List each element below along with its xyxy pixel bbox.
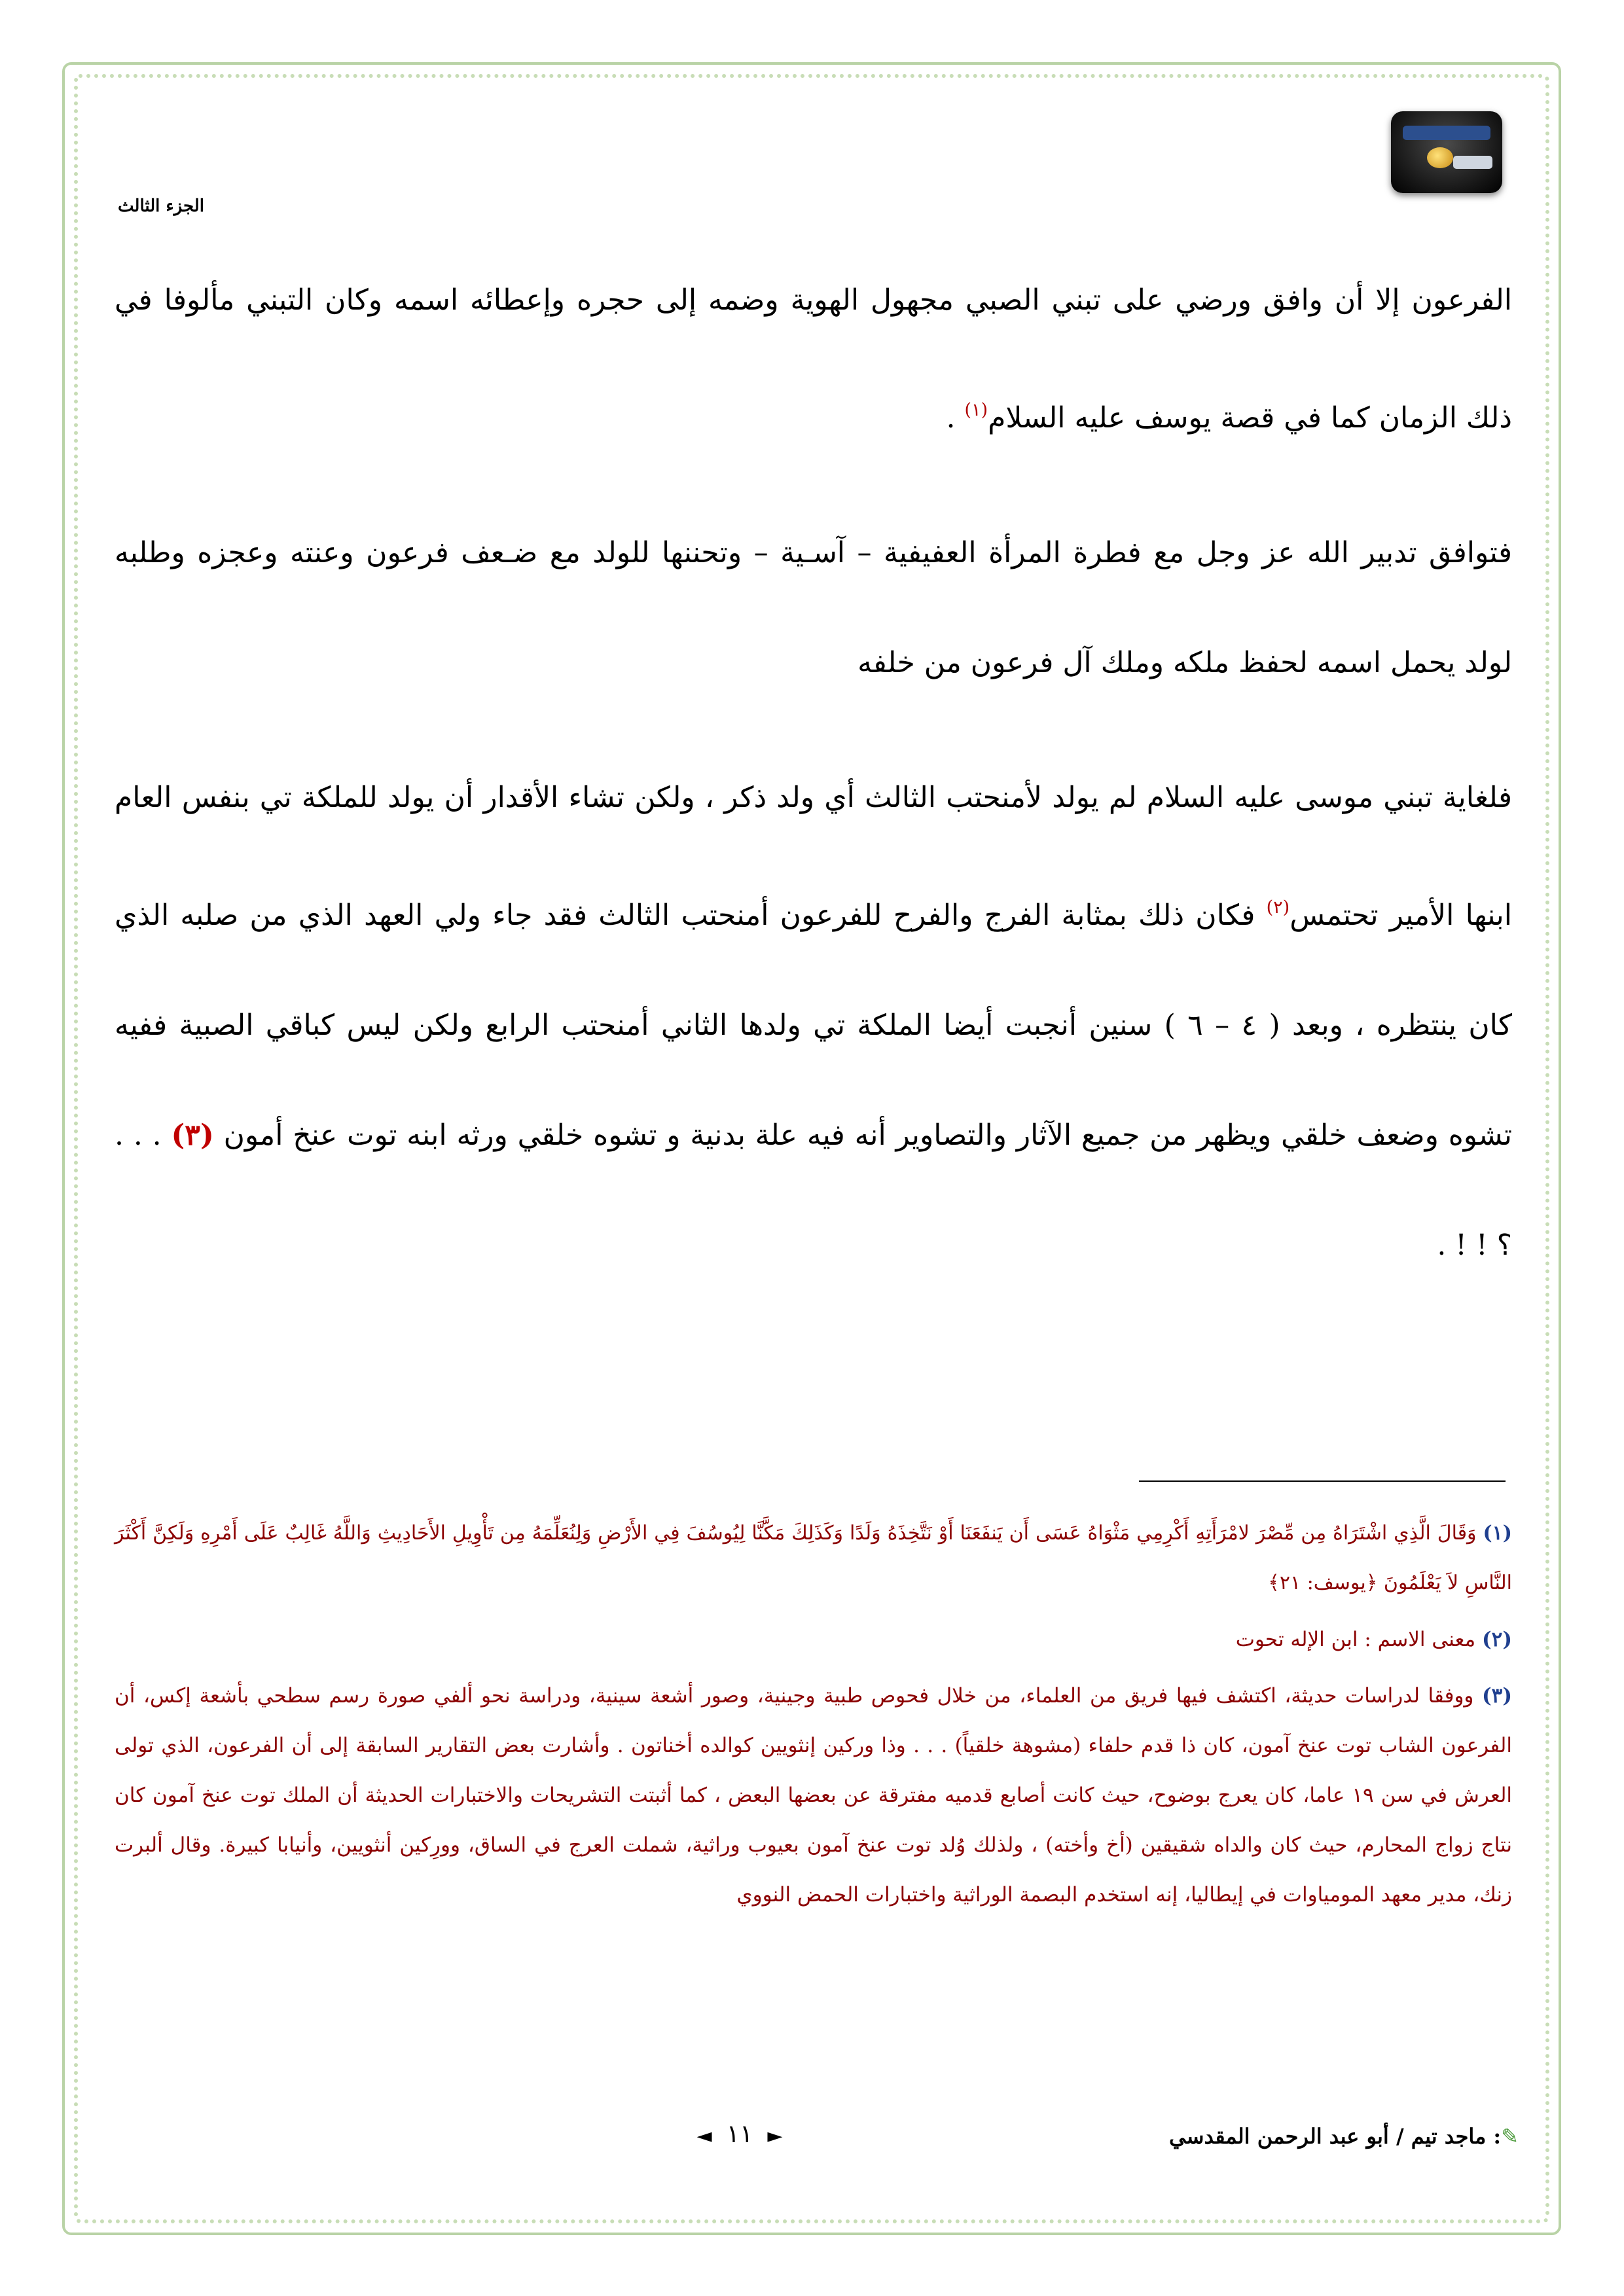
paragraph-1-text: الفرعون إلا أن وافق ورضي على تبني الصبي مجهول الهوية وضمه إلى حجره وإعطائه اسمه وكان التبني مألوفا في ذلك الزمان كما في قصة يوسف عليه السلام	[115, 283, 1512, 435]
paragraph-3	[115, 743, 1512, 1300]
page-navigation	[641, 2119, 838, 2148]
author-name: ماجد تيم / أبو عبد الرحمن المقدسي	[1168, 2124, 1487, 2149]
arrow-right-icon[interactable]: ►	[767, 2125, 783, 2147]
footnote-1-number: (١)	[1483, 1522, 1512, 1545]
author-prefix: :	[1493, 2124, 1502, 2149]
part-label: الجزء الثالث	[118, 196, 204, 216]
footnote-1	[115, 1509, 1512, 1608]
main-text	[115, 245, 1512, 1325]
footnote-separator	[1139, 1480, 1506, 1482]
site-logo-icon	[1391, 111, 1502, 193]
footnote-2-number: (٢)	[1482, 1628, 1512, 1651]
footnote-3	[115, 1671, 1512, 1920]
paragraph-2-text: فتوافق تدبير الله عز وجل مع فطرة المرأة العفيفية – آسـية – وتحننها للولد مع ضـعف فرعون وعنته وعجزه وطلبه لولد يحمل اسمه لحفظ ملكه وملك آل فرعون من خلفه	[115, 536, 1512, 679]
footnote-3-number: (٣)	[1482, 1684, 1512, 1708]
logo-gem-icon	[1427, 147, 1453, 168]
page-number: ١١	[726, 2119, 753, 2148]
footnote-1-text: وَقَالَ الَّذِي اشْتَرَاهُ مِن مِّصْرَ لامْرَأَتِهِ أَكْرِمِي مَثْوَاهُ عَسَى أَن يَنفَعَنَا أَوْ نَتَّخِذَهُ وَلَدًا وَكَذَلِكَ مَكَّنَّا لِيُوسُفَ فِي الأَرْضِ وَلِنُعَلِّمَهُ مِن تَأْوِيلِ الأَحَادِيثِ وَاللَّهُ غَالِبٌ عَلَى أَمْرِهِ وَلَكِنَّ أَكْثَرَ النَّاسِ لاَ يَعْلَمُونَ ﴿يوسف: ٢١﴾	[115, 1522, 1512, 1594]
footnote-2-text: معنى الاسم : ابن الإله تحوت	[1235, 1628, 1482, 1651]
paragraph-2	[115, 498, 1512, 718]
footnote-ref-3[interactable]: (٣)	[171, 1119, 214, 1152]
logo-band	[1403, 126, 1490, 140]
footnote-ref-2[interactable]: (٢)	[1266, 897, 1290, 918]
footnote-3-text: ووفقا لدراسات حديثة، اكتشف فيها فريق من العلماء، من خلال فحوص طبية وجينية، وصور أشعة سينية، ودراسة نحو ألفي صورة رسم سطحي بأشعة إكس، أن الفرعون الشاب توت عنخ آمون، كان ذا قدم حلفاء (مشوهة خلقياً) . . . وذا وركين إنثويين كوالده أخناتون . وأشارت بعض التقارير السابقة إلى أن الفرعون، الذي تولى العرش في سن ١٩ عاما، كان يعرج بوضوح، حيث كانت أصابع قدميه مفترقة عن بعضها البعض ، كما أثبتت التشريحات والاختبارات الحديثة أن الملك توت عنخ آمون كان نتاج زواج المحارم، حيث كان والداه شقيقين (أخ وأخته) ، ولذلك وُلد توت عنخ آمون بعيوب وراثية، شملت العرج في الساق، وورِكين أنثويين، وأنيابا كبيرة. وقال ألبرت زنك، مدير معهد المومياوات في إيطاليا، إنه استخدم البصمة الوراثية واختبارات الحمض النووي	[115, 1684, 1512, 1907]
footer-author	[1132, 2124, 1519, 2149]
paragraph-1	[115, 245, 1512, 473]
paragraph-3-text-b: فكان ذلك بمثابة الفرج والفرح للفرعون أمنحتب الثالث فقد جاء ولي العهد الذي من صلبه الذي كان ينتظره ، وبعد ( ٤ – ٦ ) سنين أنجبت أيضا الملكة تي ولدها الثاني أمنحتب الرابع ولكن ليس كباقي الصبية ففيه تشوه وضعف خلقي ويظهر من جميع الآثار والتصاوير أنه فيه علة بدنية و تشوه خلقي ورثه ابنه توت عنخ أمون	[115, 899, 1512, 1152]
footnote-2	[115, 1615, 1512, 1664]
footnote-ref-1[interactable]: (١)	[964, 400, 988, 420]
paragraph-1-end: .	[946, 401, 965, 435]
arrow-left-icon[interactable]: ◄	[696, 2125, 712, 2147]
paragraph-3-end: . . . ؟ ! ! .	[115, 1119, 1512, 1262]
pencil-icon: ✎	[1501, 2124, 1519, 2149]
footnotes	[115, 1509, 1512, 1926]
paragraph-3-text-a: فلغاية تبني موسى عليه السلام لم يولد لأمنحتب الثالث أي ولد ذكر ، ولكن تشاء الأقدار أن يولد للملكة تي بنفس العام ابنها الأمير تحتمس	[115, 781, 1513, 932]
logo-band-lower	[1453, 156, 1492, 169]
